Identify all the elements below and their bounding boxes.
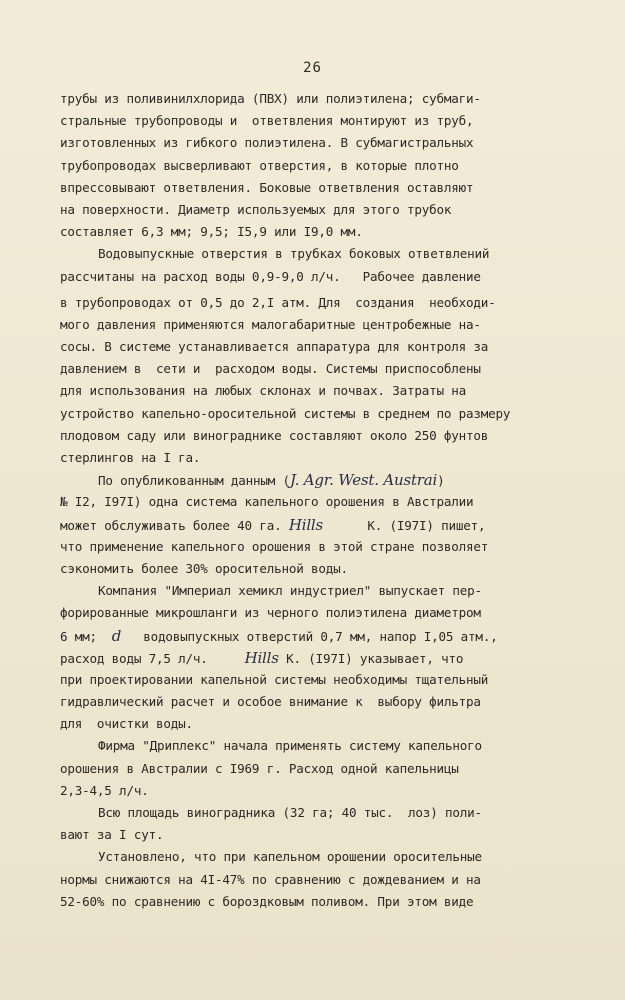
line-text: 52-60% по сравнению с бороздковым поливом. При этом виде [60, 893, 474, 909]
text-line [60, 425, 560, 447]
text-line [60, 491, 560, 513]
text-line [60, 580, 560, 602]
text-line [60, 88, 560, 110]
text-line [60, 669, 560, 691]
line-text: По опубликованным данным ( [98, 473, 290, 489]
text-line [60, 514, 560, 536]
line-text: изготовленных из гибкого полиэтилена. В субмагистральных [60, 135, 474, 151]
line-text: при проектировании капельной системы необходимы тщательный [60, 671, 489, 687]
handwritten-insert: d [111, 626, 122, 645]
text-line [60, 221, 560, 243]
line-text: что применение капельного орошения в этой стране позволяет [60, 538, 489, 554]
page-number: 26 [303, 60, 322, 76]
line-text: стральные трубопроводы и ответвления монтируют из труб, [60, 113, 474, 129]
line-text: для использования на любых склонах и почвах. Затраты на [60, 383, 467, 399]
text-line [60, 199, 560, 221]
text-line [60, 758, 560, 780]
line-text: Всю площадь виноградника (32 га; 40 тыс. лоз) поли- [98, 805, 482, 820]
line-text-after: К. (I97I) пишет, [323, 517, 486, 533]
text-line [60, 314, 560, 336]
text-line [60, 536, 560, 558]
text-line [60, 132, 560, 154]
text-line [60, 647, 560, 669]
text-line [60, 558, 560, 580]
line-text: в трубопроводах от 0,5 до 2,I атм. Для создания необходи- [60, 294, 496, 310]
line-text: впрессовывают ответвления. Боковые ответвления оставляют [60, 179, 474, 195]
line-text: форированные микрошланги из черного полиэтилена диаметром [60, 605, 481, 621]
line-text: Компания "Империал хемикл индустриел" выпускает пер- [98, 583, 482, 599]
line-text: Водовыпускные отверстия в трубках боковых ответвлений [98, 246, 490, 262]
line-text: № I2, I97I) одна система капельного орошения в Австралии [60, 494, 474, 510]
text-line [60, 292, 560, 314]
line-text: орошения в Австралии с I969 г. Расход одной капельницы [60, 760, 459, 776]
handwritten-insert: Hills [244, 648, 279, 667]
line-text: гидравлический расчет и особое внимание к выбору фильтра [60, 694, 481, 710]
line-text: давлением в сети и расходом воды. Системы приспособлены [60, 361, 481, 377]
line-text: составляет 6,3 мм; 9,5; I5,9 или I9,0 мм. [60, 224, 363, 240]
text-line [60, 735, 560, 757]
line-text-after: водовыпускных отверстий 0,7 мм, напор I,05 атм., [121, 628, 498, 644]
text-line [60, 177, 560, 199]
handwritten-insert: J. Agr. West. Austrai [289, 471, 438, 490]
text-line [60, 447, 560, 469]
body-text [60, 88, 560, 913]
text-line [60, 155, 560, 177]
line-text: сэкономить более 30% оросительной воды. [60, 560, 348, 576]
line-text: вают за I сут. [60, 827, 164, 843]
text-line [60, 380, 560, 402]
text-line [60, 846, 560, 868]
text-line [60, 802, 560, 824]
line-text: нормы снижаются на 4I-47% по сравнению с дождеванием и на [60, 871, 481, 887]
text-line [60, 358, 560, 380]
line-text: 6 мм; [60, 628, 112, 644]
line-text-after: ) [437, 473, 445, 489]
line-text: для очистки воды. [60, 716, 193, 732]
line-text: Установлено, что при капельном орошении оросительные [98, 849, 482, 865]
text-line [60, 824, 560, 846]
text-line [60, 713, 560, 735]
line-text: устройство капельно-оросительной системы в среднем по размеру [60, 405, 511, 421]
text-line [60, 110, 560, 132]
line-text: сосы. В системе устанавливается аппаратура для контроля за [60, 339, 489, 355]
line-text: Фирма "Дриплекс" начала применять систему капельного [98, 738, 482, 754]
line-text: может обслуживать более 40 га. [60, 517, 289, 533]
text-line [60, 336, 560, 358]
line-text: 2,3-4,5 л/ч. [60, 782, 149, 798]
line-text: расход воды 7,5 л/ч. [60, 650, 245, 666]
text-line [60, 266, 560, 288]
text-line [60, 869, 560, 891]
line-text: мого давления применяются малогабаритные центробежные на- [60, 316, 481, 332]
line-text: рассчитаны на расход воды 0,9-9,0 л/ч. Рабочее давление [60, 268, 481, 284]
text-line [60, 625, 560, 647]
line-text: на поверхности. Диаметр используемых для этого трубок [60, 201, 452, 217]
line-text: стерлингов на I га. [60, 450, 201, 465]
text-line [60, 780, 560, 802]
text-line [60, 403, 560, 425]
text-line [60, 469, 560, 491]
text-line [60, 602, 560, 624]
handwritten-insert: Hills [288, 515, 324, 534]
line-text: трубы из поливинилхлорида (ПВХ) или полиэтилена; субмаги- [60, 91, 481, 106]
line-text-after: К. (I97I) указывает, что [278, 650, 464, 666]
line-text: трубопроводах высверливают отверстия, в которые плотно [60, 157, 459, 173]
text-line [60, 691, 560, 713]
text-line [60, 891, 560, 913]
text-line [60, 243, 560, 265]
line-text: плодовом саду или винограднике составляют около 250 фунтов [60, 427, 489, 443]
